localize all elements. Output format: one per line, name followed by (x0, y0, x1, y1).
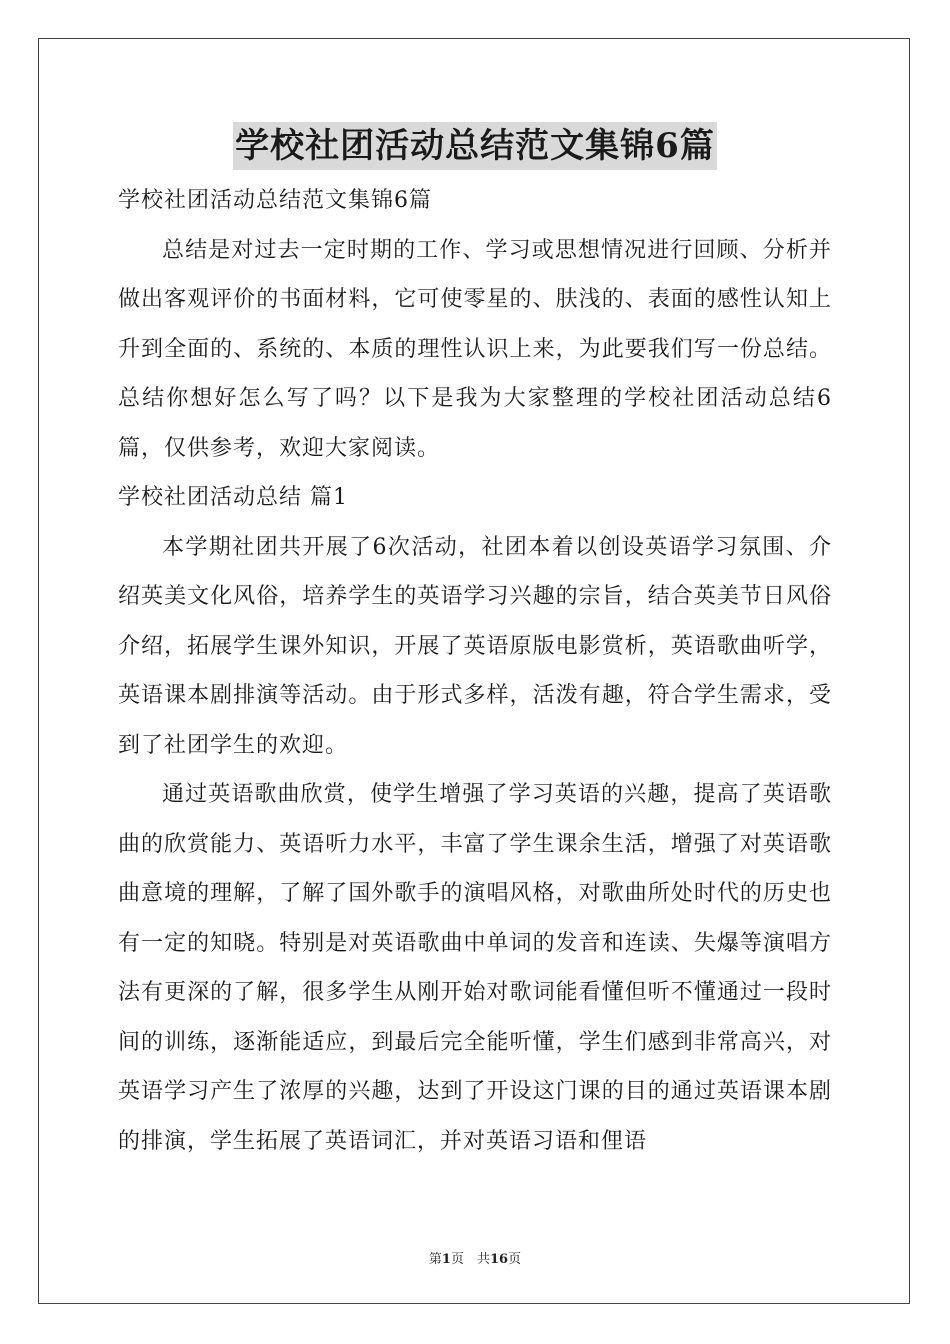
footer-page-mid: 页 共 (450, 1252, 490, 1267)
document-title: 学校社团活动总结范文集锦6篇 (233, 122, 717, 170)
body-paragraph-2: 通过英语歌曲欣赏，使学生增强了学习英语的兴趣，提高了英语歌曲的欣赏能力、英语听力水平，丰富了学生课余生活，增强了对英语歌曲意境的理解，了解了国外歌手的演唱风格，对歌曲所处时代的历史也有一定的知晓。特别是对英语歌曲中单词的发音和连读、失爆等演唱方法有更深的了解，很多学生从刚开始对歌词能看懂但听不懂通过一段时间的训练，逐渐能适应，到最后完全能听懂，学生们感到非常高兴，对英语学习产生了浓厚的兴趣，达到了开设这门课的目的通过英语课本剧的排演，学生拓展了英语词汇，并对英语习语和俚语 (118, 782, 832, 1154)
body-paragraph-1: 本学期社团共开展了6次活动，社团本着以创设英语学习氛围、介绍英美文化风俗，培养学生的英语学习兴趣的宗旨，结合英美节日风俗介绍，拓展学生课外知识，开展了英语原版电影赏析，英语歌曲听学，英语课本剧排演等活动。由于形式多样，活泼有趣，符合学生需求，受到了社团学生的欢迎。 (118, 534, 832, 758)
footer-page-total: 16 (489, 1252, 509, 1267)
footer-page-current: 1 (441, 1252, 451, 1267)
document-title-container (0, 122, 950, 170)
document-body (118, 176, 832, 1166)
subtitle-line: 学校社团活动总结范文集锦6篇 (118, 188, 432, 213)
section-heading: 学校社团活动总结 篇1 (118, 485, 348, 510)
intro-paragraph: 总结是对过去一定时期的工作、学习或思想情况进行回顾、分析并做出客观评价的书面材料，它可使零星的、肤浅的、表面的感性认知上升到全面的、系统的、本质的理性认识上来，为此要我们写一份总结。总结你想好怎么写了吗？以下是我为大家整理的学校社团活动总结6篇，仅供参考，欢迎大家阅读。 (118, 237, 832, 461)
footer-page-prefix: 第 (428, 1252, 442, 1267)
page-footer (0, 1248, 950, 1267)
footer-page-suffix: 页 (508, 1252, 522, 1267)
